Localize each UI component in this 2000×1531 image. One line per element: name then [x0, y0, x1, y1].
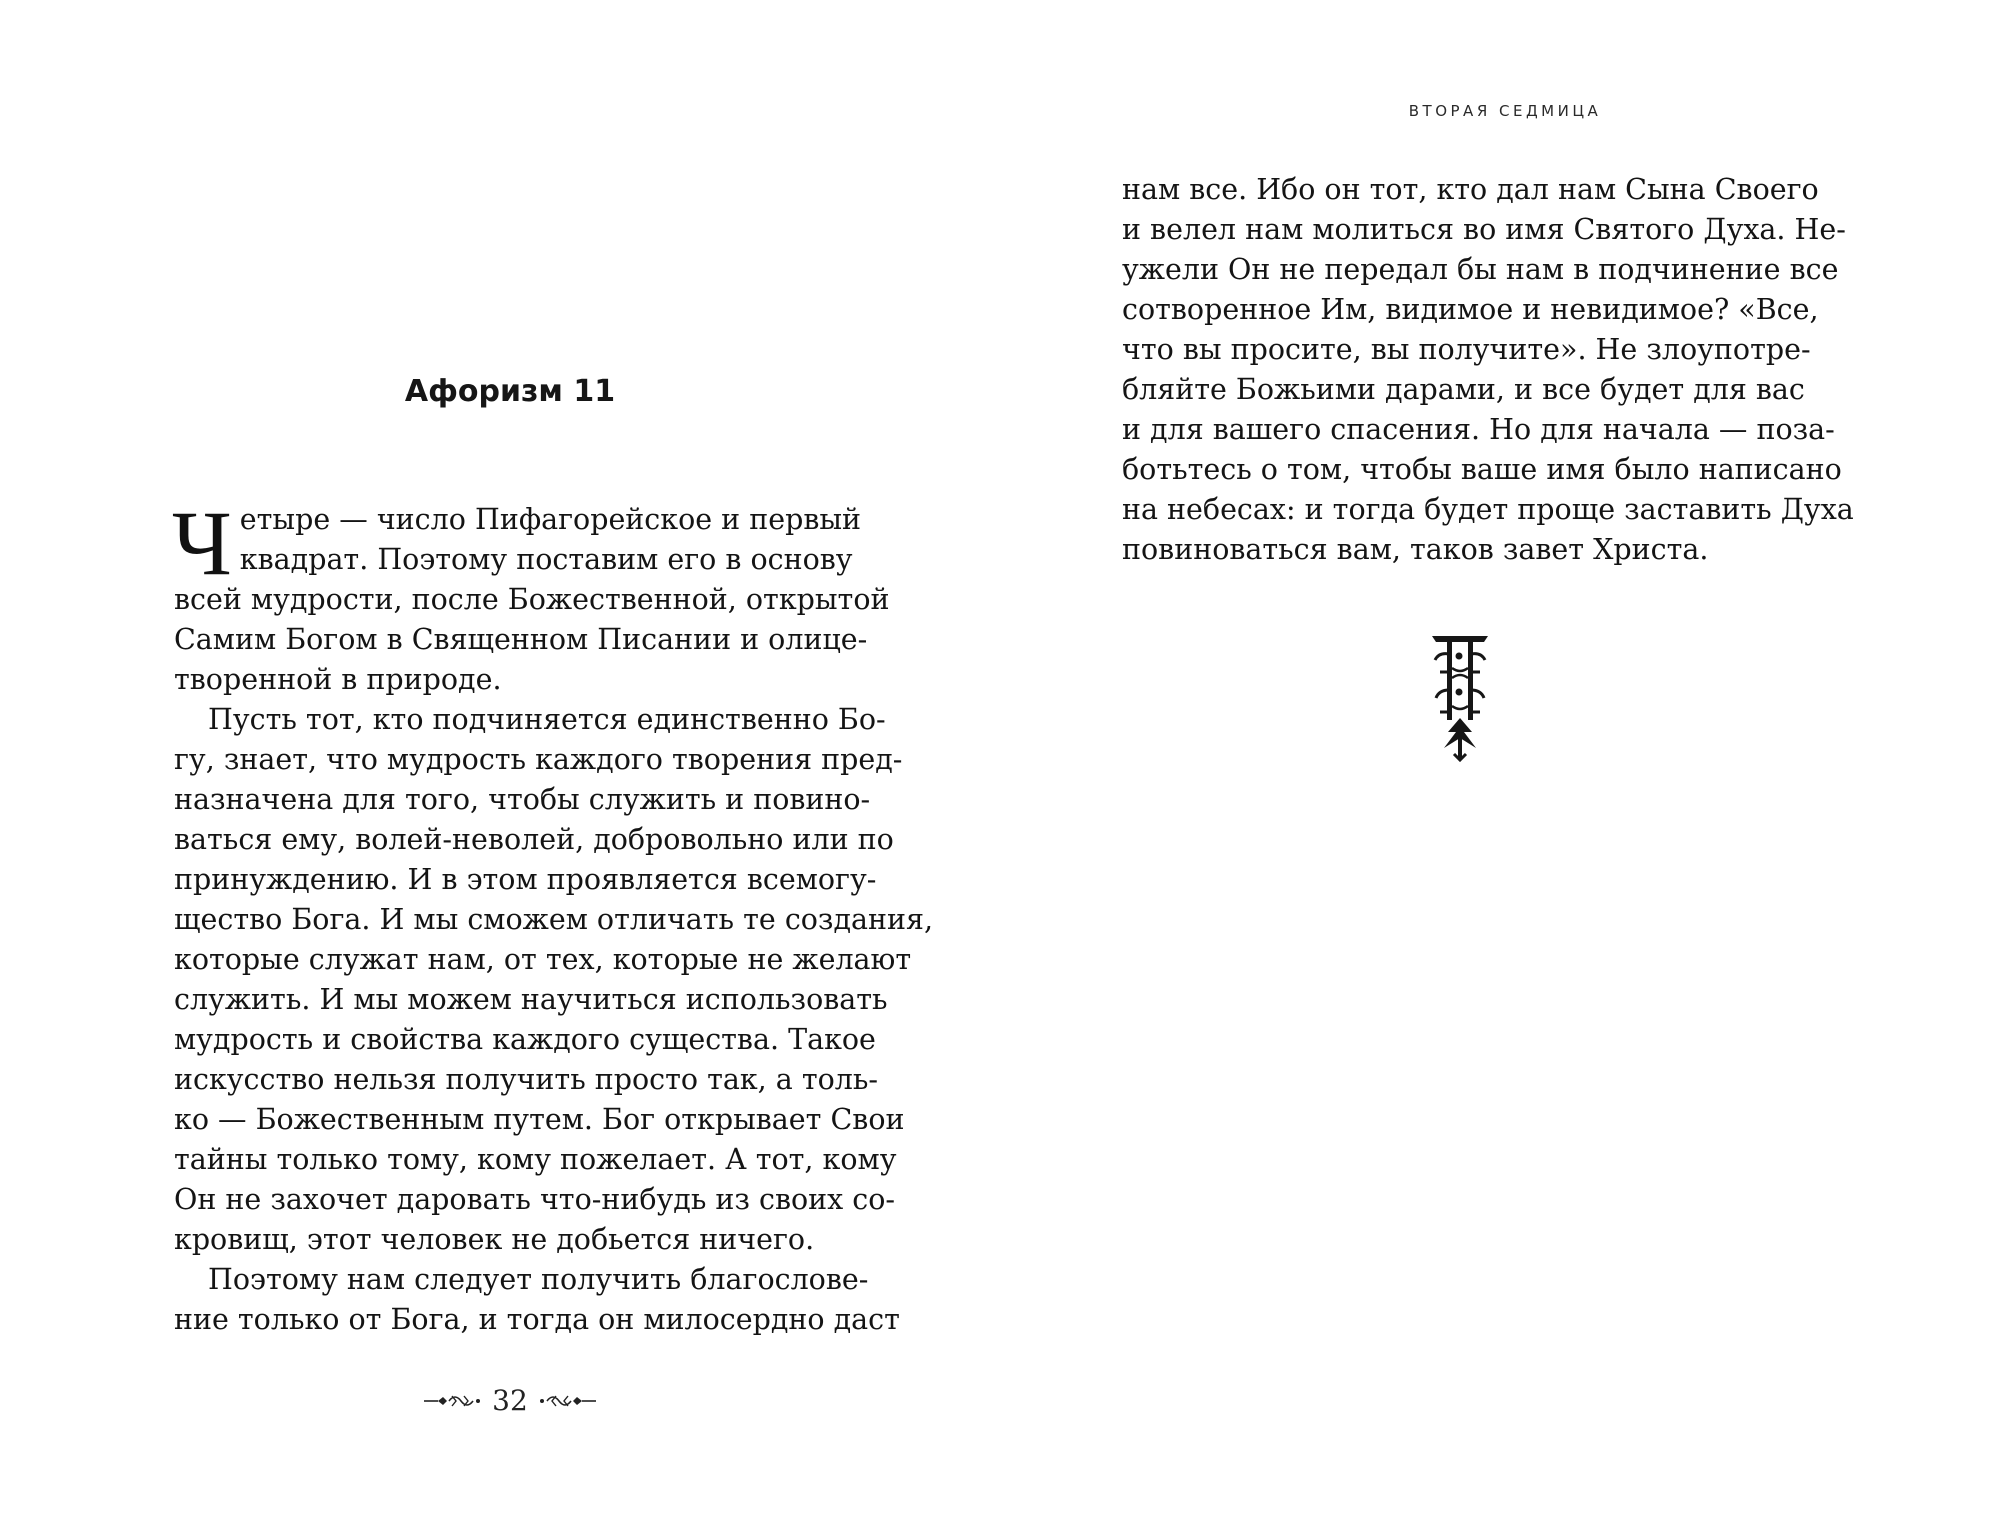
text-line: и для вашего спасения. Но для начала — поза-	[1122, 413, 1835, 446]
text-line: всей мудрости, после Божественной, открытой	[174, 583, 890, 616]
paragraph-continued	[1122, 170, 1854, 570]
text-line: щество Бога. И мы сможем отличать те создания,	[174, 903, 934, 936]
text-line: сотворенное Им, видимое и невидимое? «Все,	[1122, 293, 1819, 326]
text-line: кровищ, этот человек не добьется ничего.	[174, 1223, 815, 1256]
text-line: творенной в природе.	[174, 663, 502, 696]
right-page	[1010, 0, 2000, 1531]
paragraph-1	[172, 492, 890, 700]
text-line: назначена для того, чтобы служить и повино-	[174, 783, 871, 816]
flourish-right-icon	[538, 1392, 596, 1408]
text-line: ние только от Бога, и тогда он милосердно даст	[174, 1303, 900, 1336]
text-line: нам все. Ибо он тот, кто дал нам Сына Своего	[1122, 173, 1819, 206]
text-line: принуждению. И в этом проявляется всемогу-	[174, 863, 877, 896]
text-line: ботьтесь о том, чтобы ваше имя было написано	[1122, 453, 1842, 486]
text-line: бляйте Божьими дарами, и все будет для вас	[1122, 373, 1805, 406]
text-line: повиноваться вам, таков завет Христа.	[1122, 533, 1709, 566]
paragraph-2	[174, 700, 934, 1260]
tree-ornament-icon	[1430, 632, 1490, 762]
paragraph-3	[174, 1260, 900, 1340]
text-line: которые служат нам, от тех, которые не желают	[174, 943, 912, 976]
text-line: Самим Богом в Священном Писании и олице-	[174, 623, 868, 656]
text-line: служить. И мы можем научиться использовать	[174, 983, 888, 1016]
running-header: ВТОРАЯ СЕДМИЦА	[1408, 102, 1602, 120]
text-line: тайны только тому, кому пожелает. А тот, кому	[174, 1143, 897, 1176]
chapter-heading: Афоризм 11	[404, 374, 616, 409]
text-line: что вы просите, вы получите». Не злоупотре-	[1122, 333, 1811, 366]
text-line: на небесах: и тогда будет проще заставить Духа	[1122, 493, 1854, 526]
text-line: ко — Божественным путем. Бог открывает Свои	[174, 1103, 905, 1136]
left-page-text	[172, 492, 934, 1340]
text-line: мудрость и свойства каждого существа. Такое	[174, 1023, 876, 1056]
text-line: Он не захочет даровать что-нибудь из своих со-	[174, 1183, 896, 1216]
flourish-left-icon	[424, 1392, 482, 1408]
text-line: ужели Он не передал бы нам в подчинение все	[1122, 253, 1839, 286]
text-line: искусство нельзя получить просто так, а толь-	[174, 1063, 879, 1096]
right-page-text	[1122, 170, 1854, 570]
drop-cap: Ч	[172, 492, 232, 594]
page-number: 32	[492, 1383, 528, 1417]
page-footer	[260, 1378, 760, 1422]
text-line: ваться ему, волей-неволей, добровольно или по	[174, 823, 894, 856]
text-line: Поэтому нам следует получить благослове-	[208, 1263, 869, 1296]
text-line: гу, знает, что мудрость каждого творения пред-	[174, 743, 903, 776]
text-line: Пусть тот, кто подчиняется единственно Бо-	[208, 703, 886, 736]
text-line: етыре — число Пифагорейское и первый	[239, 503, 862, 536]
text-line: и велел нам молиться во имя Святого Духа. Не-	[1122, 213, 1846, 246]
text-line: квадрат. Поэтому поставим его в основу	[239, 543, 853, 576]
left-page	[0, 0, 990, 1531]
